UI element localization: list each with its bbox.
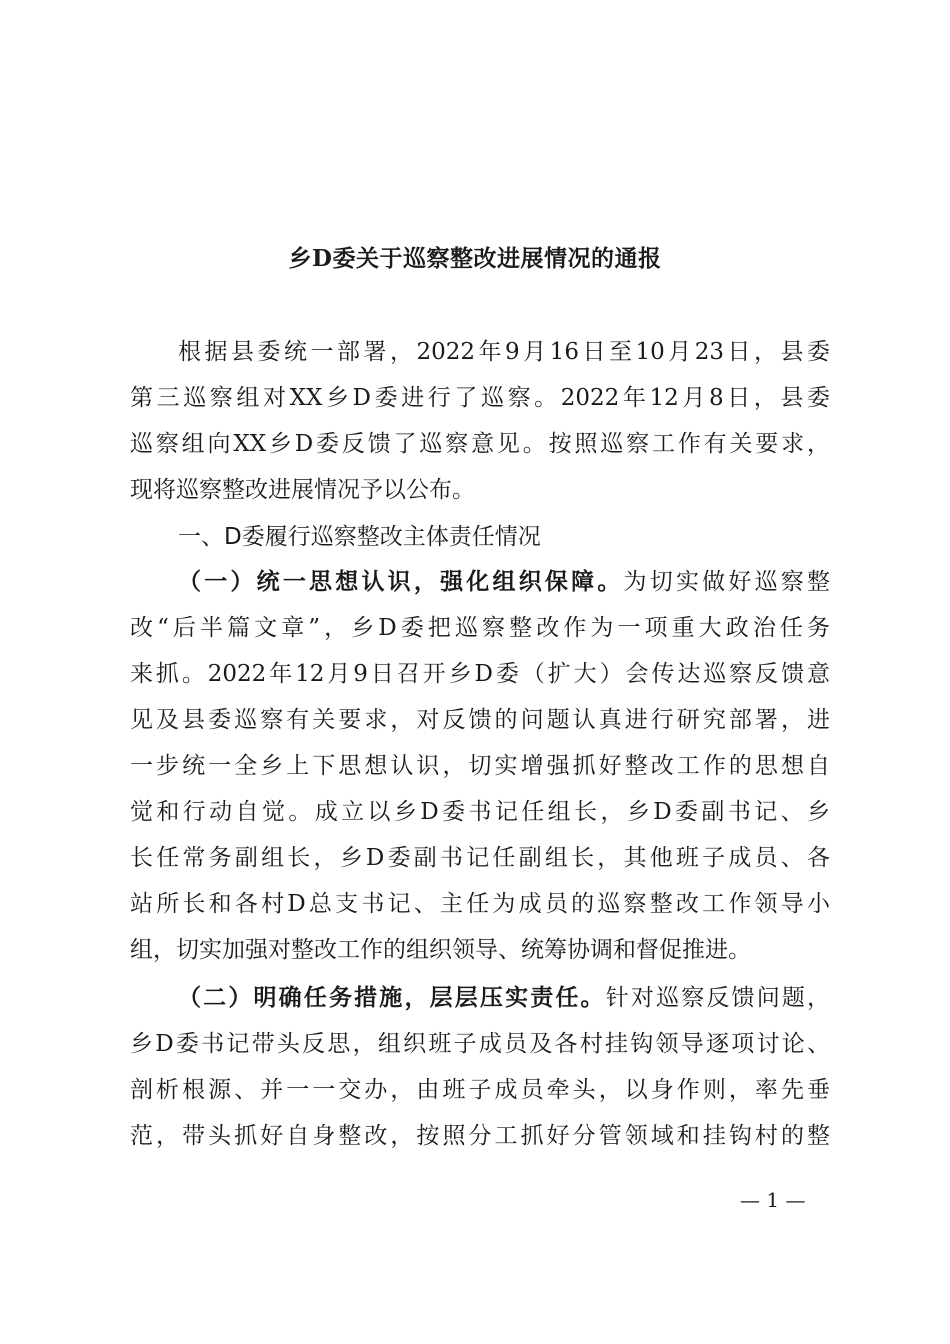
subsection-lead: （一）统一思想认识，强化组织保障。 [178, 568, 624, 595]
document-title: 乡D委关于巡察整改进展情况的通报 [288, 245, 662, 272]
paragraph-line: 站所长和各村D总支书记、主任为成员的巡察整改工作领导小 [130, 891, 830, 917]
subsection-first-line [178, 567, 830, 597]
paragraph-line: 长任常务副组长，乡D委副书记任副组长，其他班子成员、各 [130, 845, 830, 871]
subsection-lead: （二）明确任务措施，层层压实责任。 [178, 984, 606, 1011]
paragraph-line: 根据县委统一部署，2022年9月16日至10月23日，县委 [178, 339, 830, 365]
page-number: — 1 — [740, 1188, 806, 1212]
paragraph-line: 改“后半篇文章”，乡D委把巡察整改作为一项重大政治任务 [130, 615, 830, 641]
subsection-first-line [178, 983, 830, 1013]
paragraph-line: 范，带头抓好自身整改，按照分工抓好分管领域和挂钩村的整 [130, 1123, 830, 1149]
paragraph-line: 觉和行动自觉。成立以乡D委书记任组长，乡D委副书记、乡 [130, 799, 830, 825]
paragraph-line: 现将巡察整改进展情况予以公布。 [130, 477, 475, 503]
section-heading: 一、D委履行巡察整改主体责任情况 [178, 524, 541, 550]
paragraph-line: 组，切实加强对整改工作的组织领导、统筹协调和督促推进。 [130, 937, 751, 963]
paragraph-line: 来抓。2022年12月9日召开乡D委（扩大）会传达巡察反馈意 [130, 661, 830, 687]
subsection-text: 针对巡察反馈问题， [605, 985, 831, 1011]
paragraph-line: 第三巡察组对XX乡D委进行了巡察。2022年12月8日，县委 [130, 385, 830, 411]
paragraph-line: 剖析根源、并一一交办，由班子成员牵头，以身作则，率先垂 [130, 1077, 830, 1103]
paragraph-line: 乡D委书记带头反思，组织班子成员及各村挂钩领导逐项讨论、 [130, 1031, 830, 1057]
paragraph-line: 见及县委巡察有关要求，对反馈的问题认真进行研究部署，进 [130, 707, 830, 733]
paragraph-line: 一步统一全乡上下思想认识，切实增强抓好整改工作的思想自 [130, 753, 830, 779]
subsection-text: 为切实做好巡察整 [623, 569, 831, 595]
paragraph-line: 巡察组向XX乡D委反馈了巡察意见。按照巡察工作有关要求， [130, 431, 830, 457]
